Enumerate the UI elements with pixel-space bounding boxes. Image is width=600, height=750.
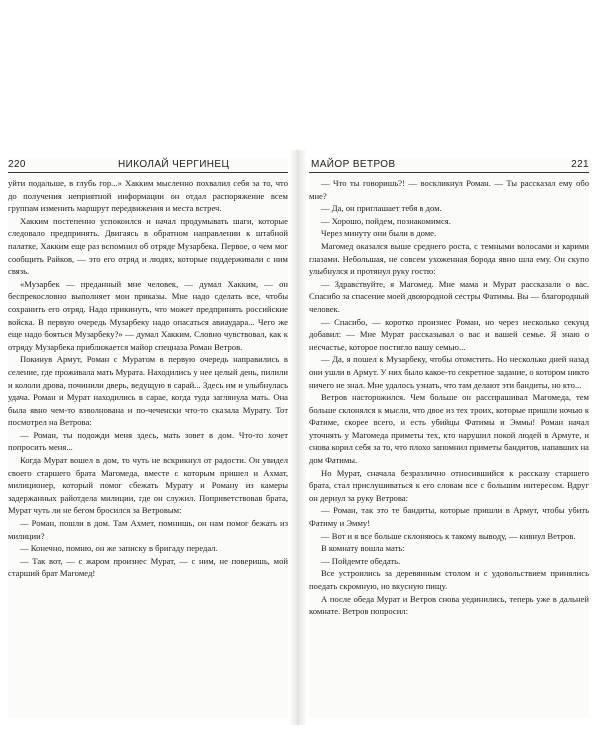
paragraph: Покинув Армут, Роман с Муратом в первую очередь направились в селение, где проживала мать Мурата. Находились у нее целый день, пилили и кололи дрова, починили дверь, ведущую в сарай... Здесь им и улыбнулась удача. Роман и Мурат находились в сарае, когда туда заглянула мать. Она была явно чем-то взволнована и по-чеченски что-то сказала Мурату. Тот посмотрел на Ветрова: <box>8 354 288 428</box>
right-page-text <box>309 177 589 618</box>
paragraph: уйти подальше, в глубь гор...» Хакким мысленно похвалил себя за то, что до получения неприятной информации он отдал распоряжение всем группам изменить маршрут передвижения и места встреч. <box>8 178 288 214</box>
paragraph: — Хорошо, пойдем, познакомимся. <box>321 215 451 226</box>
paragraph: — Здравствуйте, я Магомед. Мне мама и Мурат рассказали о вас. Спасибо за спасение моей двоюродной сестры Фатимы. Вы — благородный человек. <box>309 278 589 314</box>
book-gutter <box>290 150 306 725</box>
left-page-header <box>8 158 288 173</box>
left-page-text <box>8 177 288 580</box>
paragraph: Магомед оказался выше среднего роста, с темными волосами и карими глазами. Небольшая, не совсем ухоженная борода явно шла ему. Он скупо улыбнулся и протянул руку гостю: <box>309 240 589 277</box>
paragraph: Ветров насторожился. Чем больше он расспрашивал Магомеда, тем больше склонялся к мысли, что двое из тех троих, которые пришли ночью к Фатиме, скорее всего, и есть убийцы Фатимы и Эммы! Роман начал уточнять у Магомеда приметы тех, кто нарушил покой людей в Армуте, и снова корил себя за то, что плохо запомнил приметы бандитов, напавших на дом Фатимы. <box>309 392 589 466</box>
running-head: МАЙОР ВЕТРОВ <box>311 159 396 170</box>
right-page <box>309 158 589 718</box>
paragraph: Но Мурат, сначала безразлично относившийся к рассказу старшего брата, стал прислушиваться к его словам все с большим интересом. Вдруг он дернул за руку Ветрова: <box>309 467 589 503</box>
paragraph: Когда Мурат вошел в дом, то чуть не вскрикнул от радости. Он увидел своего старшего брата Магомеда, вместе с которым пришел и Ахмат, милиционер, который помог сбежать Мурату и Роману из камеры задержанных райотдела милиции, где он служил. Поприветствовав брата, Мурат чуть ли не бегом бросился за Ветровым: <box>8 455 288 516</box>
paragraph: В комнату вошла мать: <box>321 543 405 554</box>
paragraph: — Пойдемте обедать. <box>321 555 401 566</box>
page-number: 221 <box>571 159 589 170</box>
paragraph: — Роман, пошли в дом. Там Ахмет, помнишь, он нам помог бежать из милиции? <box>8 518 288 541</box>
paragraph: — Роман, так это те бандиты, которые пришли в Армут, чтобы убить Фатиму и Эмму! <box>309 505 589 529</box>
paragraph: Все устроились за деревянным столом и с удовольствием принялись поедать скромную, но вкусную пищу. <box>309 568 589 591</box>
paragraph: Хакким постепенно успокоился и начал продумывать шаги, которые следовало предпринять. Двигаясь в обратном направлении к штабной палатке, Хакким еще раз вспомнил об отряде Музарбека. Первое, о чем мог сообщить Райков, — это его отряд и людях, которые поддерживали с ним связь. <box>8 215 288 277</box>
page-number: 220 <box>8 159 26 170</box>
paragraph: А после обеда Мурат и Ветров снова уединились, теперь уже в дальней комнате. Ветров попросил: <box>309 593 589 617</box>
paragraph: — Да, я пошел к Музарбеку, чтобы отомстить. Но несколько дней назад они ушли в Армут. У них было какое-то секретное задание, о котором никто ничего не знал. Мне удалось узнать, что там делают эти бандиты, но кто... <box>309 354 589 390</box>
running-head: НИКОЛАЙ ЧЕРГИНЕЦ <box>118 159 230 170</box>
paragraph: — Вот и я все больше склоняюсь к такому выводу, — кивнул Ветров. <box>321 530 576 541</box>
paragraph: — Что ты говоришь?! — воскликнул Роман. — Ты рассказал ему обо мне? <box>309 178 589 201</box>
paragraph: «Музарбек — преданный мне человек, — думал Хакким, — он беспрекословно выполняет мои приказы. Мне надо сделать все, чтобы сохранить его отряд. Надо прикинуть, что может предпринять российские войска. В первую очередь Музарбеку надо опасаться авиаудара... Чего же еще надо бояться Музарбеку?» — думал Хакким. Словно чувствовал, как к отряду Музарбека приближается майор спецназа Роман Ветров. <box>8 278 288 352</box>
paragraph: — Конечно, помню, он же записку в бригаду передал. <box>20 543 218 554</box>
paragraph: — Так вот, — с жаром произнес Мурат, — с ним, не поверишь, мой старший брат Магомед! <box>8 555 288 579</box>
right-page-header <box>309 158 589 173</box>
paragraph: Через минуту они были в доме. <box>321 228 437 239</box>
paragraph: — Да, он приглашает тебя в дом. <box>321 203 442 214</box>
paragraph: — Роман, ты подожди меня здесь, мать зовет в дом. Что-то хочет попросить меня... <box>8 429 288 453</box>
paragraph: — Спасибо, — коротко произнес Роман, но через несколько секунд добавил: — Мне Мурат рассказывал о вас и вашей семье. Я знаю о несчастье, которое постигло вашу семью... <box>309 316 589 352</box>
left-page <box>8 158 288 718</box>
